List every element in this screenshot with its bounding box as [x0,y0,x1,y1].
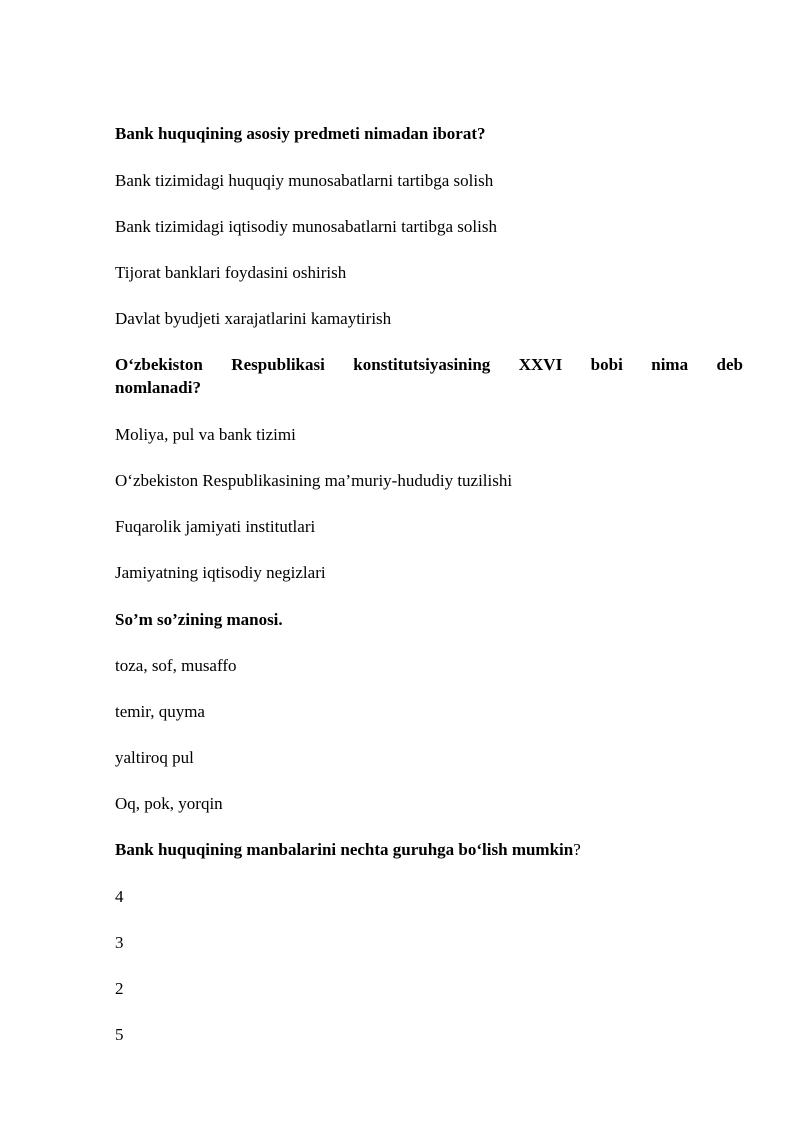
question-4-option-4: 5 [115,1025,124,1044]
question-3-option-3: yaltiroq pul [115,748,194,767]
question-4 [115,838,743,861]
question-4-suffix: ? [573,840,581,859]
question-2 [115,353,743,399]
question-2-line-2: nomlanadi? [115,378,201,397]
question-3-option-2: temir, quyma [115,702,205,721]
question-1-option-4: Davlat byudjeti xarajatlarini kamaytirish [115,309,392,328]
question-2-option-4: Jamiyatning iqtisodiy negizlari [115,563,326,582]
question-3-option-1: toza, sof, musaffo [115,656,237,675]
question-2-option-2: O‘zbekiston Respublikasining ma’muriy-hududiy tuzilishi [115,471,513,490]
question-1-option-1: Bank tizimidagi huquqiy munosabatlarni tartibga solish [115,171,494,190]
question-4-option-2: 3 [115,933,124,952]
question-1: Bank huquqining asosiy predmeti nimadan iborat? [115,124,486,143]
question-4-option-1: 4 [115,887,124,906]
question-1-option-3: Tijorat banklari foydasini oshirish [115,263,347,282]
question-2-option-1: Moliya, pul va bank tizimi [115,425,296,444]
question-1-option-2: Bank tizimidagi iqtisodiy munosabatlarni tartibga solish [115,217,497,236]
question-2-line-1: O‘zbekiston Respublikasi konstitutsiyasining XXVI bobi nima deb [115,355,743,374]
question-3-option-4: Oq, pok, yorqin [115,794,223,813]
question-3: So’m so’zining manosi. [115,610,283,629]
question-4-option-3: 2 [115,979,124,998]
question-4-text: Bank huquqining manbalarini nechta guruhga bo‘lish mumkin [115,840,574,859]
question-2-option-3: Fuqarolik jamiyati institutlari [115,517,316,536]
